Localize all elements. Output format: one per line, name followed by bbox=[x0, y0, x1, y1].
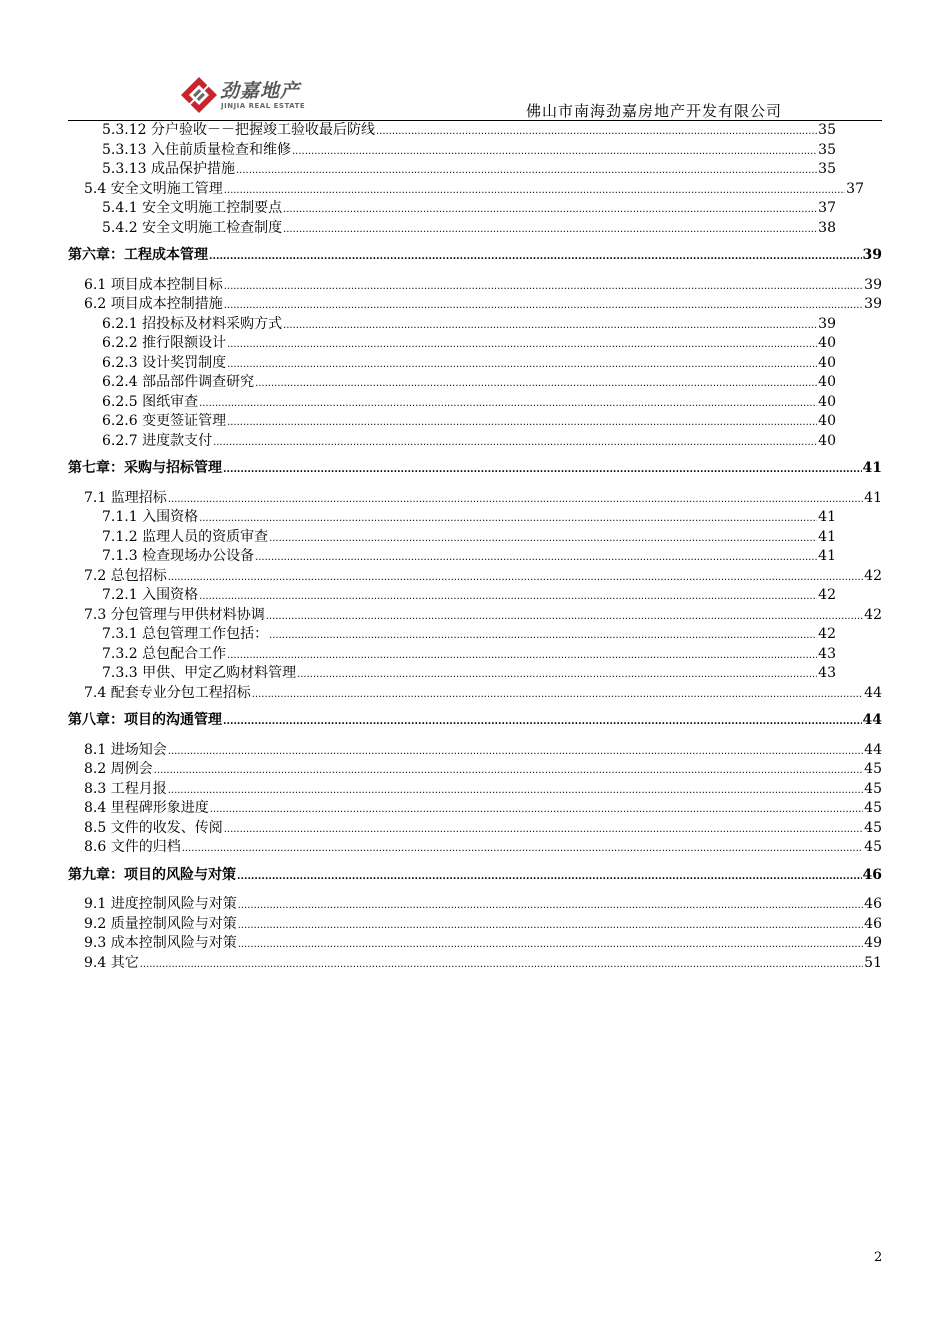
toc-leader-dots bbox=[269, 528, 817, 548]
toc-entry-title: 5.3.13 入住前质量检查和维修 bbox=[102, 141, 291, 158]
toc-entry-title: 6.2.3 设计奖罚制度 bbox=[102, 354, 227, 371]
toc-entry-page: 41 bbox=[862, 460, 882, 476]
toc-entry-page: 40 bbox=[818, 432, 836, 449]
toc-entry-level-2[interactable] bbox=[84, 819, 882, 839]
toc-entry-title: 第九章：项目的风险与对策 bbox=[68, 866, 236, 883]
toc-entry-title: 7.3.2 总包配合工作 bbox=[102, 645, 227, 662]
toc-entry-page: 45 bbox=[864, 780, 882, 797]
toc-leader-dots bbox=[266, 606, 863, 626]
toc-entry-title: 6.2 项目成本控制措施 bbox=[84, 296, 223, 312]
toc-entry-title: 5.4.2 安全文明施工检查制度 bbox=[102, 219, 283, 236]
toc-entry-title: 9.3 成本控制风险与对策 bbox=[84, 935, 237, 951]
toc-leader-dots bbox=[168, 741, 863, 761]
toc-leader-dots bbox=[224, 295, 863, 315]
toc-entry-level-2[interactable] bbox=[84, 799, 882, 819]
toc-entry-title: 8.5 文件的收发、传阅 bbox=[84, 819, 223, 836]
toc-leader-dots bbox=[283, 219, 817, 239]
toc-entry-title: 第七章：采购与招标管理 bbox=[68, 460, 222, 476]
toc-leader-dots bbox=[238, 915, 863, 935]
toc-entry-page: 46 bbox=[862, 866, 882, 883]
toc-entry-page: 38 bbox=[818, 219, 836, 236]
toc-entry-title: 6.2.6 变更签证管理 bbox=[102, 413, 227, 429]
toc-entry-level-2[interactable] bbox=[84, 180, 864, 200]
toc-entry-page: 40 bbox=[818, 413, 836, 429]
logo-chinese-text: 劲嘉地产 bbox=[220, 80, 301, 102]
company-name: 佛山市南海劲嘉房地产开发有限公司 bbox=[525, 102, 782, 120]
toc-leader-dots bbox=[154, 760, 863, 780]
toc-entry-page: 45 bbox=[864, 800, 882, 816]
toc-entry-title: 6.2.2 推行限额设计 bbox=[102, 335, 227, 351]
toc-entry-level-3[interactable] bbox=[102, 645, 836, 665]
toc-entry-level-2[interactable] bbox=[84, 934, 882, 954]
toc-leader-dots bbox=[224, 276, 863, 296]
toc-entry-title: 8.3 工程月报 bbox=[84, 780, 167, 797]
toc-entry-level-2[interactable] bbox=[84, 760, 882, 780]
toc-leader-dots bbox=[376, 121, 817, 141]
toc-entry-level-2[interactable] bbox=[84, 780, 882, 800]
toc-leader-dots bbox=[283, 199, 817, 219]
toc-entry-level-2[interactable] bbox=[84, 954, 882, 974]
toc-leader-dots bbox=[199, 508, 817, 528]
toc-entry-page: 46 bbox=[864, 915, 882, 932]
toc-entry-title: 7.4 配套专业分包工程招标 bbox=[84, 684, 251, 701]
toc-entry-level-2[interactable] bbox=[84, 895, 882, 915]
toc-entry-title: 8.4 里程碑形象进度 bbox=[84, 800, 209, 816]
toc-entry-level-1[interactable] bbox=[68, 246, 882, 266]
toc-leader-dots bbox=[168, 780, 863, 800]
toc-entry-level-3[interactable] bbox=[102, 432, 836, 452]
toc-entry-level-3[interactable] bbox=[102, 315, 836, 335]
toc-entry-title: 5.4.1 安全文明施工控制要点 bbox=[102, 200, 283, 216]
toc-entry-page: 42 bbox=[818, 626, 836, 642]
toc-leader-dots bbox=[209, 246, 862, 266]
toc-leader-dots bbox=[236, 160, 817, 180]
toc-leader-dots bbox=[255, 547, 817, 567]
toc-leader-dots bbox=[223, 459, 862, 479]
toc-entry-level-2[interactable] bbox=[84, 276, 882, 296]
toc-leader-dots bbox=[213, 432, 817, 452]
toc-entry-level-3[interactable] bbox=[102, 393, 836, 413]
toc-entry-level-1[interactable] bbox=[68, 711, 882, 731]
toc-entry-page: 37 bbox=[818, 200, 836, 216]
toc-entry-level-2[interactable] bbox=[84, 567, 882, 587]
page-header bbox=[68, 72, 882, 121]
toc-entry-page: 39 bbox=[862, 247, 882, 263]
toc-entry-title: 5.3.13 成品保护措施 bbox=[102, 161, 235, 177]
toc-entry-page: 43 bbox=[818, 645, 836, 662]
toc-entry-page: 41 bbox=[818, 509, 836, 525]
toc-entry-page: 45 bbox=[864, 761, 882, 777]
toc-entry-title: 8.1 进场知会 bbox=[84, 741, 167, 758]
toc-entry-page: 41 bbox=[818, 528, 836, 545]
toc-entry-page: 43 bbox=[818, 665, 836, 681]
toc-entry-level-2[interactable] bbox=[84, 684, 882, 704]
table-of-contents bbox=[68, 121, 882, 973]
toc-leader-dots bbox=[223, 711, 862, 731]
toc-entry-level-3[interactable] bbox=[102, 334, 836, 354]
toc-entry-level-3[interactable] bbox=[102, 141, 836, 161]
toc-leader-dots bbox=[227, 354, 817, 374]
toc-entry-level-3[interactable] bbox=[102, 664, 836, 684]
toc-entry-title: 6.2.5 图纸审查 bbox=[102, 393, 199, 410]
toc-entry-page: 40 bbox=[818, 335, 836, 351]
toc-entry-title: 7.1.2 监理人员的资质审查 bbox=[102, 528, 269, 545]
toc-leader-dots bbox=[238, 895, 863, 915]
toc-entry-title: 6.2.4 部品部件调查研究 bbox=[102, 374, 255, 390]
toc-leader-dots bbox=[292, 141, 817, 161]
toc-entry-level-3[interactable] bbox=[102, 219, 836, 239]
toc-entry-title: 5.4 安全文明施工管理 bbox=[84, 180, 223, 197]
toc-entry-level-3[interactable] bbox=[102, 547, 836, 567]
toc-leader-dots bbox=[210, 799, 863, 819]
toc-entry-level-3[interactable] bbox=[102, 412, 836, 432]
toc-entry-page: 45 bbox=[864, 839, 882, 855]
toc-entry-title: 7.3 分包管理与甲供材料协调 bbox=[84, 606, 265, 623]
toc-leader-dots bbox=[297, 664, 817, 684]
toc-entry-title: 第八章：项目的沟通管理 bbox=[68, 712, 222, 728]
toc-leader-dots bbox=[227, 412, 817, 432]
toc-entry-page: 44 bbox=[864, 684, 882, 701]
toc-leader-dots bbox=[224, 180, 845, 200]
toc-entry-title: 7.1.3 检查现场办公设备 bbox=[102, 548, 255, 564]
company-logo bbox=[180, 74, 320, 114]
toc-entry-level-2[interactable] bbox=[84, 606, 882, 626]
toc-entry-level-2[interactable] bbox=[84, 489, 882, 509]
toc-entry-title: 6.2.7 进度款支付 bbox=[102, 432, 213, 449]
toc-leader-dots bbox=[227, 334, 817, 354]
toc-leader-dots bbox=[237, 866, 862, 886]
toc-entry-title: 7.2 总包招标 bbox=[84, 567, 167, 584]
toc-leader-dots bbox=[224, 819, 863, 839]
toc-entry-page: 42 bbox=[864, 567, 882, 584]
toc-entry-page: 37 bbox=[846, 180, 864, 197]
toc-entry-level-3[interactable] bbox=[102, 508, 836, 528]
toc-entry-page: 51 bbox=[864, 954, 882, 971]
toc-entry-page: 39 bbox=[864, 296, 882, 312]
toc-leader-dots bbox=[255, 373, 817, 393]
toc-entry-level-3[interactable] bbox=[102, 528, 836, 548]
toc-entry-page: 49 bbox=[864, 935, 882, 951]
logo-english-text: JINJIA REAL ESTATE bbox=[221, 102, 306, 110]
toc-entry-title: 9.1 进度控制风险与对策 bbox=[84, 896, 237, 912]
toc-entry-level-2[interactable] bbox=[84, 838, 882, 858]
toc-entry-page: 35 bbox=[818, 161, 836, 177]
toc-entry-title: 7.2.1 入围资格 bbox=[102, 587, 199, 603]
toc-entry-title: 9.2 质量控制风险与对策 bbox=[84, 915, 237, 932]
toc-leader-dots bbox=[168, 489, 863, 509]
toc-entry-level-2[interactable] bbox=[84, 741, 882, 761]
toc-entry-page: 42 bbox=[864, 606, 882, 623]
toc-leader-dots bbox=[199, 586, 817, 606]
toc-entry-title: 6.1 项目成本控制目标 bbox=[84, 276, 223, 293]
toc-entry-level-1[interactable] bbox=[68, 866, 882, 886]
toc-entry-level-3[interactable] bbox=[102, 121, 836, 141]
toc-entry-page: 41 bbox=[818, 548, 836, 564]
toc-entry-level-2[interactable] bbox=[84, 915, 882, 935]
toc-entry-page: 39 bbox=[818, 315, 836, 332]
toc-entry-level-3[interactable] bbox=[102, 199, 836, 219]
toc-entry-page: 35 bbox=[818, 141, 836, 158]
toc-leader-dots bbox=[283, 315, 817, 335]
toc-entry-page: 40 bbox=[818, 393, 836, 410]
toc-entry-page: 40 bbox=[818, 374, 836, 390]
toc-entry-page: 44 bbox=[862, 712, 882, 728]
toc-leader-dots bbox=[252, 684, 863, 704]
toc-leader-dots bbox=[238, 934, 863, 954]
toc-entry-level-3[interactable] bbox=[102, 373, 836, 393]
logo-diamond-icon bbox=[180, 76, 218, 114]
toc-entry-title: 7.1.1 入围资格 bbox=[102, 509, 199, 525]
toc-entry-page: 35 bbox=[818, 122, 836, 138]
toc-entry-page: 40 bbox=[818, 354, 836, 371]
toc-leader-dots bbox=[140, 954, 863, 974]
toc-entry-page: 46 bbox=[864, 896, 882, 912]
toc-entry-title: 7.3.1 总包管理工作包括： bbox=[102, 626, 269, 642]
toc-entry-level-3[interactable] bbox=[102, 586, 836, 606]
toc-leader-dots bbox=[227, 645, 817, 665]
toc-entry-title: 8.2 周例会 bbox=[84, 761, 153, 777]
toc-entry-title: 9.4 其它 bbox=[84, 954, 139, 971]
toc-leader-dots bbox=[199, 393, 817, 413]
toc-leader-dots bbox=[269, 625, 817, 645]
page-number: 2 bbox=[874, 1250, 883, 1265]
toc-entry-level-3[interactable] bbox=[102, 160, 836, 180]
toc-entry-title: 7.3.3 甲供、甲定乙购材料管理 bbox=[102, 665, 297, 681]
toc-entry-page: 41 bbox=[864, 489, 882, 506]
toc-leader-dots bbox=[182, 838, 863, 858]
toc-entry-page: 39 bbox=[864, 276, 882, 293]
toc-entry-page: 45 bbox=[864, 819, 882, 836]
toc-entry-title: 第六章：工程成本管理 bbox=[68, 247, 208, 263]
toc-entry-title: 6.2.1 招投标及材料采购方式 bbox=[102, 315, 283, 332]
toc-entry-page: 44 bbox=[864, 741, 882, 758]
toc-entry-title: 7.1 监理招标 bbox=[84, 489, 167, 506]
toc-entry-level-3[interactable] bbox=[102, 625, 836, 645]
toc-entry-level-2[interactable] bbox=[84, 295, 882, 315]
toc-entry-level-3[interactable] bbox=[102, 354, 836, 374]
toc-entry-level-1[interactable] bbox=[68, 459, 882, 479]
toc-entry-title: 5.3.12 分户验收－－把握竣工验收最后防线 bbox=[102, 122, 375, 138]
toc-leader-dots bbox=[168, 567, 863, 587]
toc-entry-title: 8.6 文件的归档 bbox=[84, 839, 181, 855]
toc-entry-page: 42 bbox=[818, 587, 836, 603]
